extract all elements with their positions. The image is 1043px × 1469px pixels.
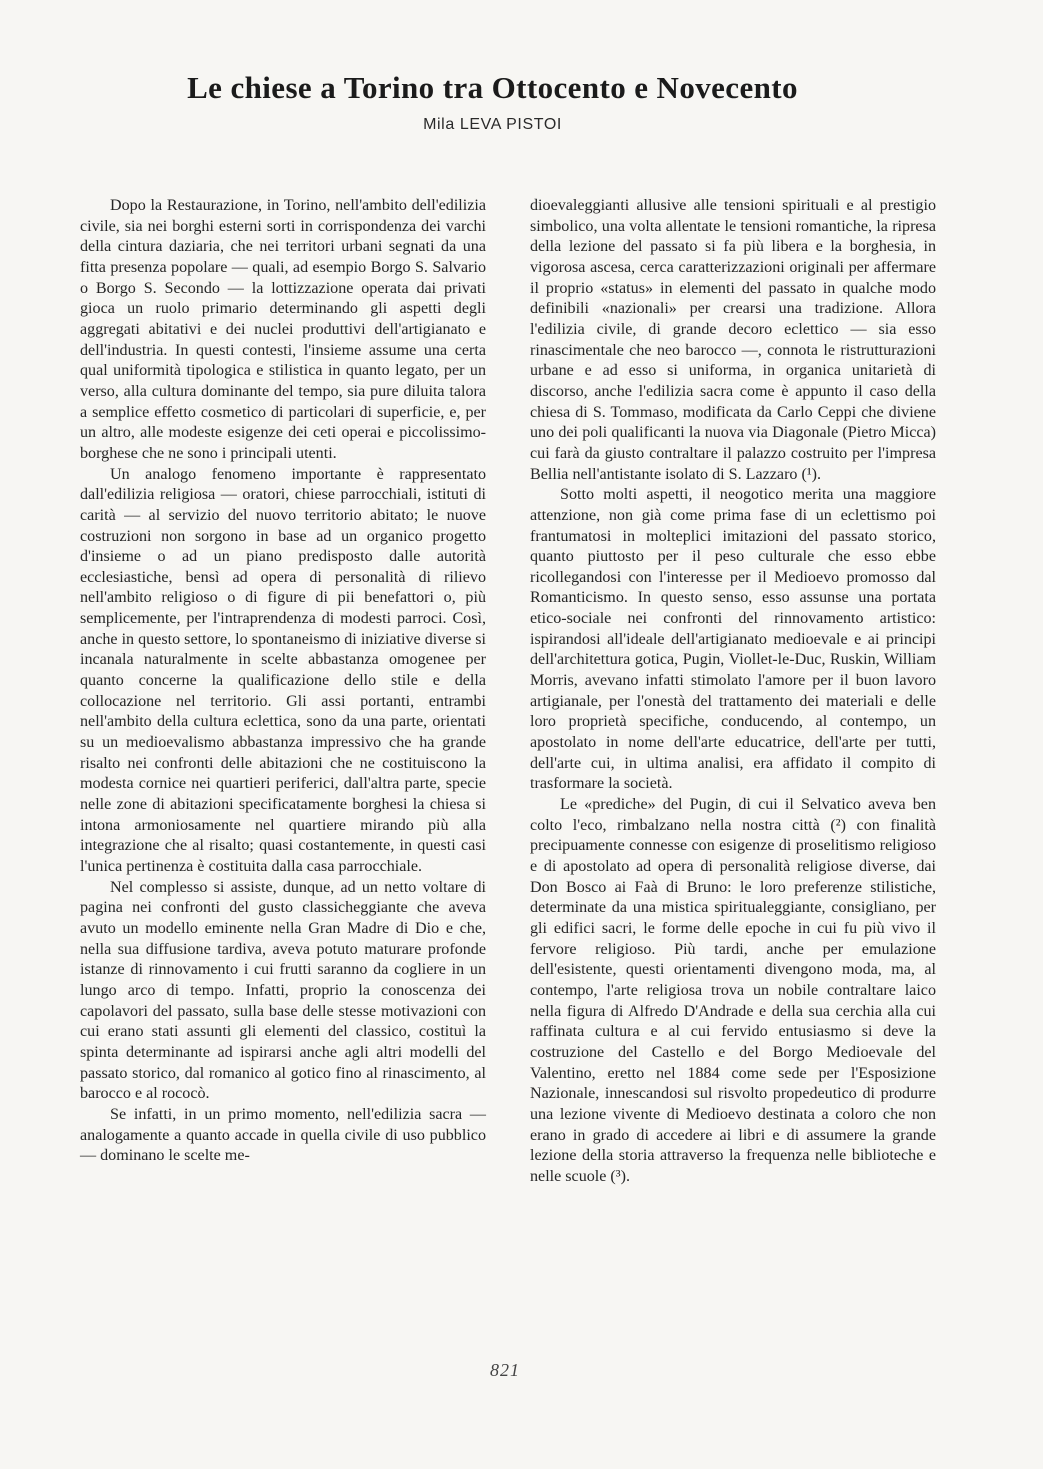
paragraph: Sotto molti aspetti, il neogotico merita una maggiore attenzione, non già come prima fase di un eclettismo poi frantumatosi in molteplici imitazioni del passato storico, quanto piuttosto per il peso culturale che esso ebbe ricollegandosi con l'interesse per il Medioevo promosso dal Romanticismo. In questo senso, esso assunse una portata etico-sociale nei confronti del rinnovamento artistico: ispirandosi all'ideale dell'artigianato medioevale e ai principi dell'architettura gotica, Pugin, Viollet-le-Duc, Ruskin, William Morris, avevano infatti stimolato l'amore per il buon lavoro artigianale, per l'onestà del trattamento dei materiali e delle loro proprietà specifiche, conducendo, al contempo, un apostolato in nome dell'arte educatrice, dell'arte per tutti, dell'arte cui, in ultima analisi, era affidato il compito di trasformare la società. (530, 486, 936, 793)
left-column (80, 196, 486, 1167)
article-title: Le chiese a Torino tra Ottocento e Novecento (187, 70, 798, 105)
right-column (530, 196, 936, 1188)
paragraph: Le «prediche» del Pugin, di cui il Selvatico aveva ben colto l'eco, rimbalzano nella nostra città (²) con finalità precipuamente connesse con esigenze di proselitismo religioso e di apostolato ad opera di personalità religiose diverse, dai Don Bosco ai Faà di Bruno: le loro preferenze stilistiche, determinate da una mistica spiritualeggiante, consigliano, per gli edifici sacri, le forme delle epoche in cui fu più vivo il fervore religioso. Più tardi, anche per emulazione dell'esistente, questi orientamenti divengono moda, ma, al contempo, l'arte religiosa trova un nobile contraltare laico nella figura di Alfredo D'Andrade e della sua cerchia alla cui raffinata cultura e al cui fervido entusiasmo si deve la costruzione del Castello e del Borgo Medioevale del Valentino, eretto nel 1884 come sede per l'Esposizione Nazionale, innescandosi sul risvolto propedeutico di produrre una lezione vivente di Medioevo destinata a coloro che non erano in grado di accedere ai libri e di assumere la grande lezione della storia attraverso la frequenza nelle biblioteche e nelle scuole (³). (530, 796, 936, 1185)
paragraph: Dopo la Restaurazione, in Torino, nell'ambito dell'edilizia civile, sia nei borghi esterni sorti in corrispondenza dei varchi della cintura daziaria, che nei territori urbani segnati da una fitta presenza popolare — quali, ad esempio Borgo S. Salvario o Borgo S. Secondo — la lottizzazione operata dai privati gioca un ruolo primario determinando gli aspetti degli aggregati abitativi e dei nuclei produttivi dell'artigianato e dell'industria. In questi contesti, l'insieme assume una certa qual uniformità tipologica e stilistica in quanto legato, per un verso, alla cultura dominante del tempo, sia pure diluita talora a semplice effetto cosmetico di particolari di superficie, e, per un altro, alle modeste esigenze dei ceti operai e piccolissimo-borghese che ne sono i principali utenti. (80, 197, 486, 462)
article-author: Mila LEVA PISTOI (423, 116, 562, 133)
paragraph: dioevaleggianti allusive alle tensioni spirituali e al prestigio simbolico, una volta allentate le tensioni romantiche, la ripresa della lezione del passato si fa più libera e la borghesia, in vigorosa ascesa, cerca caratterizzazioni originali per affermare il proprio «status» in elementi del passato in qualche modo definibili «nazionali» per crearsi una tradizione. Allora l'edilizia civile, di grande decoro eclettico — sia esso rinascimentale che neo barocco —, connota le ristrutturazioni urbane e ad esso si uniforma, in organica unitarietà di discorso, anche l'edilizia sacra come è appunto il caso della chiesa di S. Tommaso, modificata da Carlo Ceppi che diviene uno dei poli qualificanti la nuova via Diagonale (Pietro Micca) cui farà da giusto contraltare il palazzo costruito per l'impresa Bellia nell'antistante isolato di S. Lazzaro (¹). (530, 197, 936, 483)
page-number: 821 (490, 1360, 520, 1380)
paragraph: Un analogo fenomeno importante è rappresentato dall'edilizia religiosa — oratori, chiese parrocchiali, istituti di carità — al servizio del nuovo territorio abitato; le nuove costruzioni non sorgono in base ad un organico progetto d'insieme o ad un piano predisposto dalle autorità ecclesiastiche, bensì ad opera di personalità di rilievo nell'ambito religioso o di figure di pii benefattori o, più semplicemente, per l'intraprendenza di modesti parroci. Così, anche in questo settore, lo spontaneismo di iniziative diverse si incanala naturalmente in scelte abbastanza omogenee per quanto concerne la qualificazione dello stile e della collocazione nel territorio. Gli assi portanti, entrambi nell'ambito della cultura eclettica, sono da una parte, orientati su un medioevalismo abbastanza impressivo che ha grande risalto nei confronti delle abitazioni che ne costituiscono la modesta cornice nei quartieri periferici, dall'altra parte, specie nelle zone di abitazioni specificatamente borghesi la chiesa si intona armoniosamente nel quartiere mirando più alla integrazione che al risalto; quasi costantemente, in questi casi l'unica pertinenza è costituita dalla casa parrocchiale. (80, 465, 486, 875)
paragraph: Se infatti, in un primo momento, nell'edilizia sacra — analogamente a quanto accade in quella civile di uso pubblico — dominano le scelte me- (80, 1105, 486, 1165)
paragraph: Nel complesso si assiste, dunque, ad un netto voltare di pagina nei confronti del gusto classicheggiante che aveva avuto un modello eminente nella Gran Madre di Dio e che, nella sua diffusione tardiva, aveva potuto maturare profonde istanze di rinnovamento i cui frutti saranno da cogliere in un lungo arco di tempo. Infatti, proprio la conoscenza dei capolavori del passato, sulla base delle stesse motivazioni con cui erano stati assunti gli elementi del classico, costituì la spinta determinante ad ispirarsi anche agli altri modelli del passato storico, dal romanico al gotico fino al rinascimento, al barocco e al rococò. (80, 878, 486, 1103)
